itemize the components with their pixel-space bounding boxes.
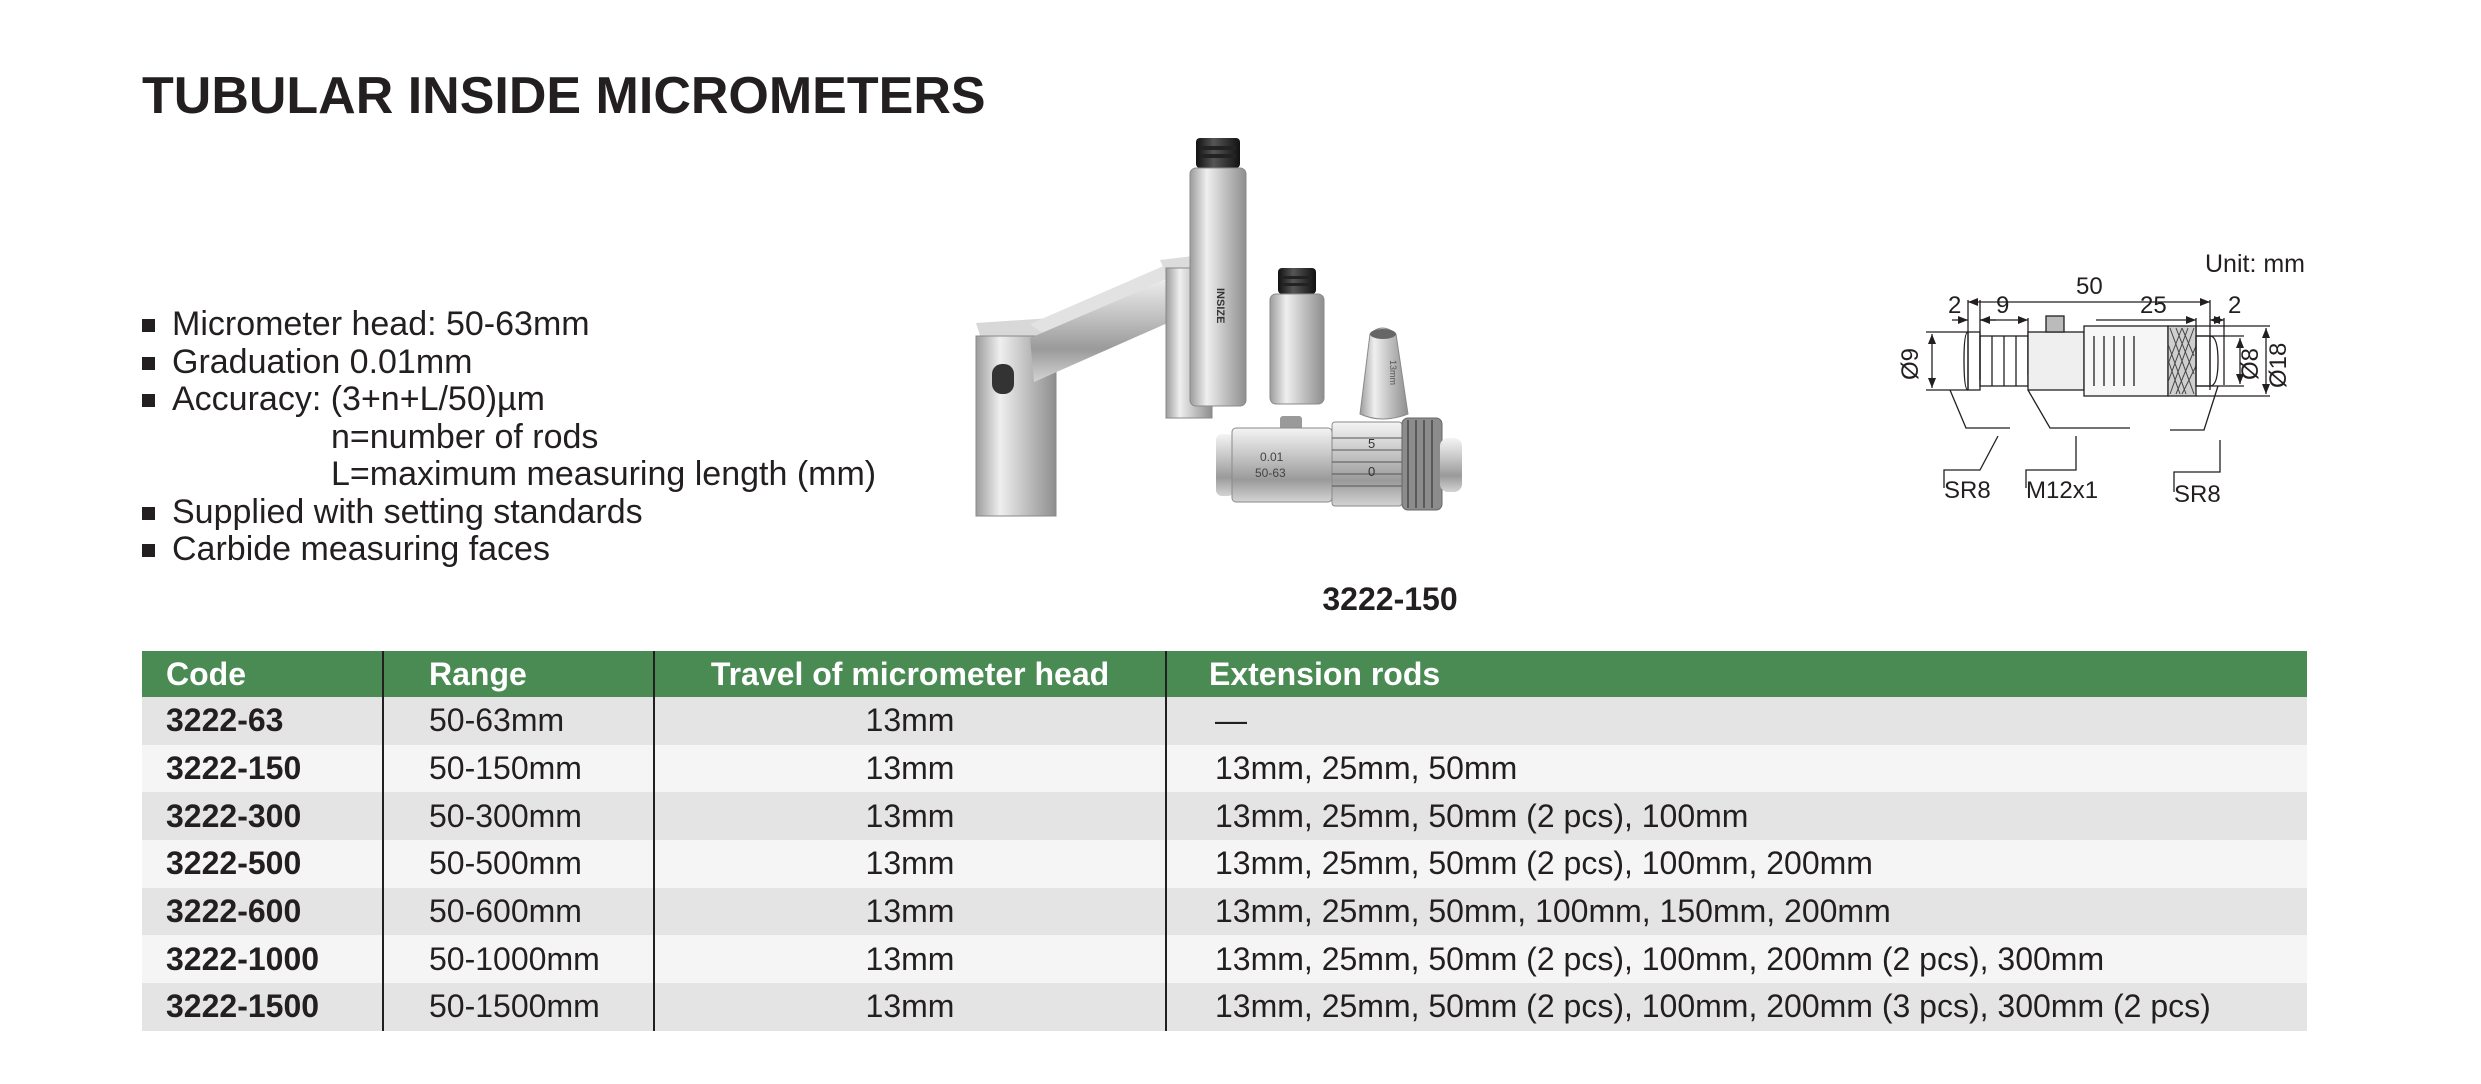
cell-range: 50-500mm [383, 840, 654, 888]
table-row [142, 840, 2307, 888]
scale-number: 5 [1368, 436, 1376, 451]
table-row [142, 697, 2307, 745]
table-header-row [142, 651, 2307, 697]
cell-range: 50-150mm [383, 745, 654, 793]
cell-code: 3222-1000 [142, 935, 383, 983]
feature-list [142, 306, 876, 569]
feature-item [142, 381, 876, 419]
table-row [142, 888, 2307, 936]
cell-code: 3222-300 [142, 792, 383, 840]
header-travel: Travel of micrometer head [654, 651, 1166, 697]
feature-text: Micrometer head: 50-63mm [172, 305, 590, 343]
technical-drawing [1880, 240, 2320, 520]
cell-rods: 13mm, 25mm, 50mm [1166, 745, 2307, 793]
square-bullet-icon [142, 507, 155, 520]
cell-range: 50-1500mm [383, 983, 654, 1031]
dim-label: 2 [2228, 292, 2242, 319]
feature-text: Graduation 0.01mm [172, 342, 473, 381]
cell-rods: 13mm, 25mm, 50mm (2 pcs), 100mm, 200mm (3 pcs), 300mm (2 pcs) [1166, 983, 2307, 1031]
cell-code: 3222-150 [142, 745, 383, 793]
cell-rods: — [1166, 697, 2307, 745]
feature-subitem [142, 456, 876, 494]
small-rod-label: 13mm [1388, 360, 1398, 386]
feature-item [142, 494, 876, 532]
cell-code: 3222-63 [142, 697, 383, 745]
header-code: Code [142, 651, 383, 697]
extension-rod-medium [1270, 268, 1324, 404]
scale-number: 0 [1368, 464, 1376, 479]
cell-travel: 13mm [654, 983, 1166, 1031]
dim-label: 50 [2076, 273, 2103, 300]
header-rods: Extension rods [1166, 651, 2307, 697]
dim-label: M12x1 [2026, 477, 2099, 504]
dim-label: 9 [1996, 292, 2010, 319]
product-photo [970, 138, 1510, 558]
table-row [142, 935, 2307, 983]
table-row [142, 792, 2307, 840]
dim-label: Ø18 [2265, 342, 2292, 388]
dim-label: 2 [1948, 292, 1962, 319]
dim-label: Ø9 [1897, 347, 1924, 380]
cell-code: 3222-500 [142, 840, 383, 888]
feature-text: n=number of rods [331, 417, 599, 456]
cell-rods: 13mm, 25mm, 50mm (2 pcs), 100mm [1166, 792, 2307, 840]
cell-range: 50-600mm [383, 888, 654, 936]
table-row [142, 745, 2307, 793]
cell-range: 50-63mm [383, 697, 654, 745]
square-bullet-icon [142, 319, 155, 332]
unit-label: Unit: mm [2205, 250, 2305, 278]
table-row [142, 983, 2307, 1031]
dim-label: Ø8 [2237, 347, 2264, 380]
feature-item [142, 344, 876, 382]
setting-standard [976, 254, 1216, 516]
cell-travel: 13mm [654, 935, 1166, 983]
head-marking: 50-63 [1255, 466, 1286, 480]
cell-travel: 13mm [654, 888, 1166, 936]
extension-rod-small [1360, 328, 1408, 419]
feature-text: Carbide measuring faces [172, 530, 550, 568]
cell-range: 50-300mm [383, 792, 654, 840]
cell-rods: 13mm, 25mm, 50mm (2 pcs), 100mm, 200mm [1166, 840, 2307, 888]
feature-subitem [142, 419, 876, 457]
cell-rods: 13mm, 25mm, 50mm (2 pcs), 100mm, 200mm (2 pcs), 300mm [1166, 935, 2307, 983]
square-bullet-icon [142, 544, 155, 557]
feature-item [142, 306, 876, 344]
page-title: TUBULAR INSIDE MICROMETERS [142, 67, 986, 125]
head-marking: 0.01 [1260, 450, 1284, 464]
cell-range: 50-1000mm [383, 935, 654, 983]
dim-label: SR8 [2174, 481, 2221, 508]
extension-rod-long [1190, 138, 1246, 406]
feature-item [142, 531, 876, 569]
cell-code: 3222-600 [142, 888, 383, 936]
square-bullet-icon [142, 394, 155, 407]
cell-travel: 13mm [654, 792, 1166, 840]
cell-travel: 13mm [654, 697, 1166, 745]
feature-text: Supplied with setting standards [172, 492, 643, 531]
spec-table [142, 651, 2307, 1031]
rod-brand-text: INSIZE [1214, 288, 1226, 324]
square-bullet-icon [142, 357, 155, 370]
dim-label: 25 [2140, 292, 2167, 319]
cell-rods: 13mm, 25mm, 50mm, 100mm, 150mm, 200mm [1166, 888, 2307, 936]
cell-code: 3222-1500 [142, 983, 383, 1031]
dim-label: SR8 [1944, 477, 1991, 504]
header-range: Range [383, 651, 654, 697]
product-caption: 3222-150 [1322, 581, 1458, 617]
feature-text: Accuracy: (3+n+L/50)µm [172, 380, 545, 418]
feature-text: L=maximum measuring length (mm) [331, 455, 877, 493]
cell-travel: 13mm [654, 840, 1166, 888]
cell-travel: 13mm [654, 745, 1166, 793]
micrometer-head [1216, 416, 1462, 510]
